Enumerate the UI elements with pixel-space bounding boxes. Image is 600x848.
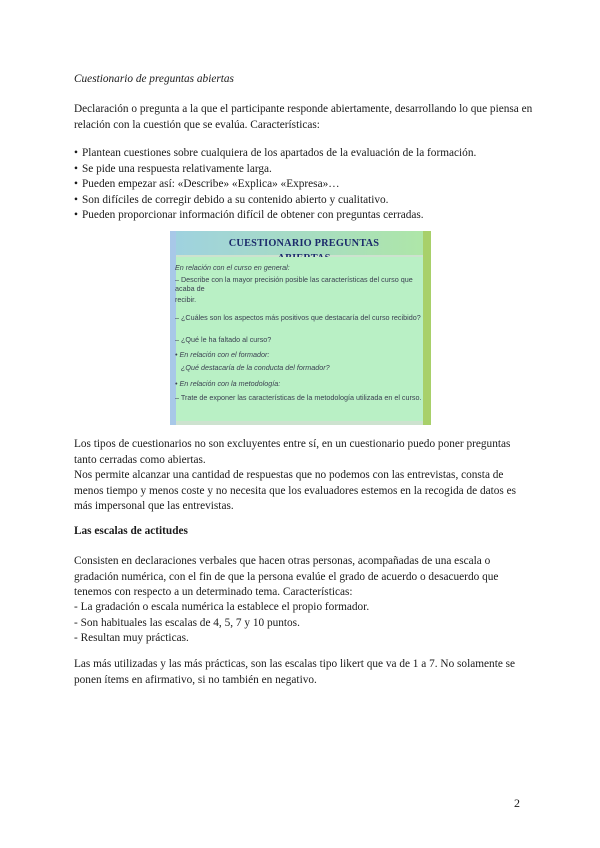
slide-line: ¿Qué destacaría de la conducta del formador? (181, 363, 330, 372)
list-item: - Resultan muy prácticas. (74, 632, 189, 644)
scales-characteristics-list (74, 600, 534, 647)
list-item: • Son difíciles de corregir debido a su contenido abierto y cualitativo. (74, 193, 534, 209)
list-item: - Son habituales las escalas de 4, 5, 7 y 10 puntos. (74, 616, 300, 629)
page-number: 2 (514, 796, 520, 810)
paragraph-advantages: Nos permite alcanzar una cantidad de respuestas que no podemos con las entrevistas, consta de menos tiempo y menos coste y no necesita que los evaluadores estemos en la recogida de datos es más impersonal que las entrevistas. (74, 469, 517, 512)
section-heading-open-questions: Cuestionario de preguntas abiertas (74, 73, 234, 85)
slide-line: – ¿Qué le ha faltado al curso? (175, 335, 272, 344)
list-item: - La gradación o escala numérica la establece el propio formador. (74, 601, 370, 613)
slide-title: CUESTIONARIO PREGUNTAS (228, 238, 380, 249)
list-item: • Pueden empezar así: «Describe» «Explica» «Expresa»… (74, 177, 534, 193)
slide-line: En relación con el curso en general: (175, 263, 290, 272)
paragraph-likert: Las más utilizadas y las más prácticas, son las escalas tipo likert que va de 1 a 7. No solamente se ponen ítems en afirmativo, si no también en negativo. (74, 658, 516, 686)
slide-line: recibir. (175, 295, 197, 304)
slide-line: – ¿Cuáles son los aspectos más positivos que destacaría del curso recibido? (175, 313, 421, 322)
slide-line: – Trate de exponer las características de la metodología utilizada en el curso. (175, 393, 422, 402)
slide-line: • En relación con la metodología: (175, 379, 281, 388)
slide-line: – Describe con la mayor precisión posible las características del curso que acaba de (175, 275, 413, 293)
list-item: • Se pide una respuesta relativamente larga. (74, 162, 534, 178)
intro-paragraph: Declaración o pregunta a la que el participante responde abiertamente, desarrollando lo que piensa en relación con la cuestión que se evalúa. Características: (74, 103, 533, 131)
slide-line: • En relación con el formador: (175, 350, 270, 359)
list-item: • Pueden proporcionar información difícil de obtener con preguntas cerradas. (74, 208, 534, 224)
section-heading-attitude-scales: Las escalas de actitudes (74, 525, 188, 537)
list-item: • Plantean cuestiones sobre cualquiera de los apartados de la evaluación de la formación. (74, 146, 534, 162)
characteristics-list (74, 146, 534, 224)
paragraph-types: Los tipos de cuestionarios no son excluyentes entre sí, en un cuestionario puedo poner preguntas tanto cerradas como abiertas. (74, 438, 511, 466)
paragraph-scales-definition: Consisten en declaraciones verbales que hacen otras personas, acompañadas de una escala o gradación numérica, con el fin de que la persona evalúe el grado de acuerdo o desacuerdo que tenemos con respecto a un determinado tema. Características: (74, 555, 499, 598)
